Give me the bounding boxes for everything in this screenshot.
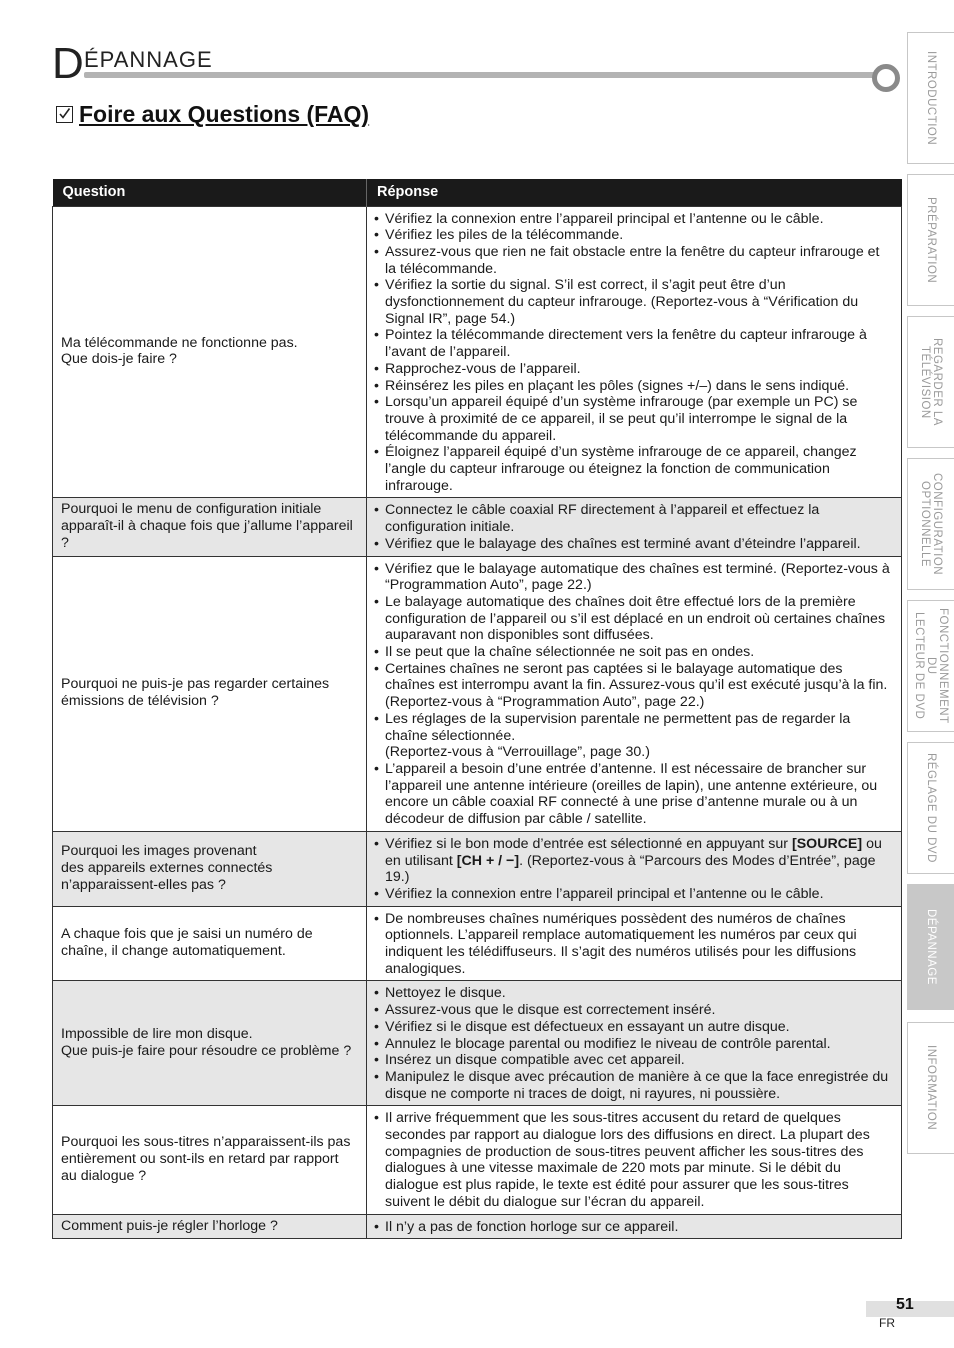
side-tab-introduction[interactable] — [907, 32, 954, 164]
answer-item: • Nettoyez le disque. — [374, 985, 893, 1002]
answer-item: • Vérifiez si le disque est défectueux en essayant un autre disque. — [374, 1019, 893, 1036]
answer-item: • Les réglages de la supervision parentale ne permettent pas de regarder la chaîne sélectionnée. (Reportez-vous à “Verrouillage”, page 30.) — [374, 711, 893, 761]
answer-item: • Il arrive fréquemment que les sous-titres accusent du retard de quelques secondes par rapport au dialogue lors des diffusions en direct. La plupart des compagnies de production de sous-titres peuvent afficher les sous-titres des dialogues à une vitesse maximale de 220 mots par minute. Si le débit du dialogue est plus rapide, le texte est édité pour assurer que les sous-titres suivent le débit du dialogue sur l’écran du appareil. — [374, 1110, 893, 1210]
answer-cell — [367, 498, 902, 556]
table-row — [53, 556, 902, 831]
answer-item: • De nombreuses chaînes numériques possèdent des numéros de chaînes optionnels. L’appareil remplace automatiquement les numéros par ceux qui indiquent les télédiffuseurs. Il s’agit des numéros utilisés pour les diffusions analogiques. — [374, 911, 893, 978]
answer-cell — [367, 831, 902, 906]
column-header-answer: Réponse — [367, 179, 902, 206]
answer-item: • Lorsqu’un appareil équipé d’un système infrarouge (par exemple un PC) se trouve à proximité de ce appareil, il se peut qu’il interrompe le signal de la télécommande du appareil. — [374, 394, 893, 444]
faq-heading — [56, 101, 369, 128]
column-header-question: Question — [53, 179, 367, 206]
question-cell: Ma télécommande ne fonctionne pas. Que dois-je faire ? — [53, 206, 367, 498]
answer-cell — [367, 206, 902, 498]
question-cell: A chaque fois que je saisi un numéro de chaîne, il change automatiquement. — [53, 906, 367, 981]
answer-text: . (Reportez-vous à “Parcours des Modes d’Entrée”, page 19.) — [385, 852, 876, 886]
answer-item: • Annulez le blocage parental ou modifiez le niveau de contrôle parental. — [374, 1036, 893, 1053]
answer-cell — [367, 1106, 902, 1214]
table-row — [53, 981, 902, 1106]
answer-text: Vérifiez si le bon mode d’entrée est sélectionné en appuyant sur — [385, 835, 792, 852]
side-tab-label: RÉGLAGE DU DVD — [925, 753, 937, 863]
table-row — [53, 206, 902, 498]
side-tab-label: CONFIGURATION OPTIONNELLE — [919, 472, 943, 576]
answer-item: • Certaines chaînes ne seront pas captées si le balayage automatique des chaînes est interrompu avant la fin. Assurez-vous qu’il est exécuté jusqu’à la fin. (Reportez-vous à “Programmation Auto”, page 22.) — [374, 661, 893, 711]
answer-item: • Le balayage automatique des chaînes doit être effectué lors de la première configuration de l’appareil ou s’il est déplacé en un endroit où certaines chaînes auparavant non disponibles sont diffusées. — [374, 594, 893, 644]
table-header-row — [53, 179, 902, 206]
page-number-bar — [866, 1296, 954, 1317]
answer-item: • Vérifiez la connexion entre l’appareil principal et l’antenne ou le câble. — [374, 211, 893, 228]
answer-item: • L’appareil a besoin d’une entrée d’antenne. Il est nécessaire de brancher sur l’appareil une antenne intérieure (oreilles de lapin), une antenne extérieure, ou encore un câble coaxial RF connecté à une prise d’antenne murale ou à un décodeur de diffusion par câble / satellite. — [374, 761, 893, 828]
side-tab-optional-setup[interactable] — [907, 458, 954, 590]
answer-item: • Assurez-vous que le disque est correctement inséré. — [374, 1002, 893, 1019]
faq-table — [52, 179, 902, 1239]
section-title: ÉPANNAGE — [84, 47, 213, 72]
checkbox-icon — [56, 106, 73, 123]
language-code: FR — [879, 1316, 895, 1330]
answer-item: • Rapprochez-vous de l’appareil. — [374, 361, 893, 378]
table-row — [53, 498, 902, 556]
answer-item: • Insérez un disque compatible avec cet appareil. — [374, 1052, 893, 1069]
section-title-initial: D — [52, 39, 84, 88]
answer-item: • Il se peut que la chaîne sélectionnée ne soit pas en ondes. — [374, 644, 893, 661]
answer-item: • Vérifiez la connexion entre l’appareil principal et l’antenne ou le câble. — [374, 886, 893, 903]
header-rule-end-circle — [872, 64, 900, 92]
answer-item — [374, 836, 893, 886]
side-tab-information[interactable] — [907, 1022, 954, 1154]
answer-text: ou en utilisant — [385, 835, 882, 869]
answer-item: • Réinsérez les piles en plaçant les pôles (signes +/–) dans le sens indiqué. — [374, 378, 893, 395]
table-row — [53, 1214, 902, 1239]
question-cell: Comment puis-je régler l’horloge ? — [53, 1214, 367, 1239]
answer-item: • Vérifiez que le balayage des chaînes est terminé avant d’éteindre l’appareil. — [374, 536, 893, 553]
answer-item: • Éloignez l’appareil équipé d’un système infrarouge de ce appareil, changez l’angle du capteur infrarouge ou éteignez la fonction de communication infrarouge. — [374, 444, 893, 494]
side-tab-tv[interactable] — [907, 316, 954, 448]
question-cell: Pourquoi le menu de configuration initiale apparaît-il à chaque fois que j’allume l’appareil ? — [53, 498, 367, 556]
answer-cell — [367, 556, 902, 831]
answer-item: • Pointez la télécommande directement vers la fenêtre du capteur infrarouge à l’avant de l’appareil. — [374, 327, 893, 360]
table-row — [53, 906, 902, 981]
table-row — [53, 1106, 902, 1214]
answer-item: • Assurez-vous que rien ne fait obstacle entre la fenêtre du capteur infrarouge et la télécommande. — [374, 244, 893, 277]
answer-cell — [367, 1214, 902, 1239]
faq-title: Foire aux Questions (FAQ) — [79, 101, 370, 127]
side-tab-dvd-operation[interactable] — [907, 600, 954, 732]
answer-item: • Vérifiez la sortie du signal. S’il est correct, il s’agit peut être d’un dysfonctionnement du capteur infrarouge. (Reportez-vous à “Vérification du Signal IR”, page 54.) — [374, 277, 893, 327]
side-tab-label: PRÉPARATION — [925, 196, 937, 284]
header-rule — [84, 72, 884, 78]
answer-item: • Manipulez le disque avec précaution de manière à ce que la face enregistrée du disque ne comporte ni traces de doigt, ni rayures, ni poussière. — [374, 1069, 893, 1102]
answer-item: • Connectez le câble coaxial RF directement à l’appareil et effectuez la configuration initiale. — [374, 502, 893, 535]
page-number: 51 — [896, 1296, 914, 1313]
answer-item: • Vérifiez les piles de la télécommande. — [374, 227, 893, 244]
side-tab-label: REGARDER LA TÉLÉVISION — [919, 338, 943, 426]
side-tab-label: DÉPANNAGE — [925, 909, 937, 985]
answer-item: • Vérifiez que le balayage automatique des chaînes est terminé. (Reportez-vous à “Programmation Auto”, page 22.) — [374, 561, 893, 594]
question-cell: Pourquoi les images provenant des appareils externes connectés n’apparaissent-elles pas ? — [53, 831, 367, 906]
channel-key-label: [CH + / −] — [456, 852, 520, 869]
side-tab-troubleshooting[interactable] — [907, 884, 954, 1010]
source-key-label: [SOURCE] — [791, 835, 863, 852]
answer-item: • Il n’y a pas de fonction horloge sur ce appareil. — [374, 1219, 893, 1236]
side-tab-label: FONCTIONNEMENT DU LECTEUR DE DVD — [913, 608, 949, 724]
answer-cell — [367, 906, 902, 981]
answer-cell — [367, 981, 902, 1106]
side-tab-label: INFORMATION — [925, 1045, 937, 1131]
question-cell: Pourquoi les sous-titres n’apparaissent-ils pas entièrement ou sont-ils en retard par rapport au dialogue ? — [53, 1106, 367, 1214]
side-tab-label: INTRODUCTION — [925, 50, 937, 146]
side-tab-dvd-setup[interactable] — [907, 742, 954, 874]
question-cell: Impossible de lire mon disque. Que puis-je faire pour résoudre ce problème ? — [53, 981, 367, 1106]
question-cell: Pourquoi ne puis-je pas regarder certaines émissions de télévision ? — [53, 556, 367, 831]
table-row — [53, 831, 902, 906]
side-tab-preparation[interactable] — [907, 174, 954, 306]
